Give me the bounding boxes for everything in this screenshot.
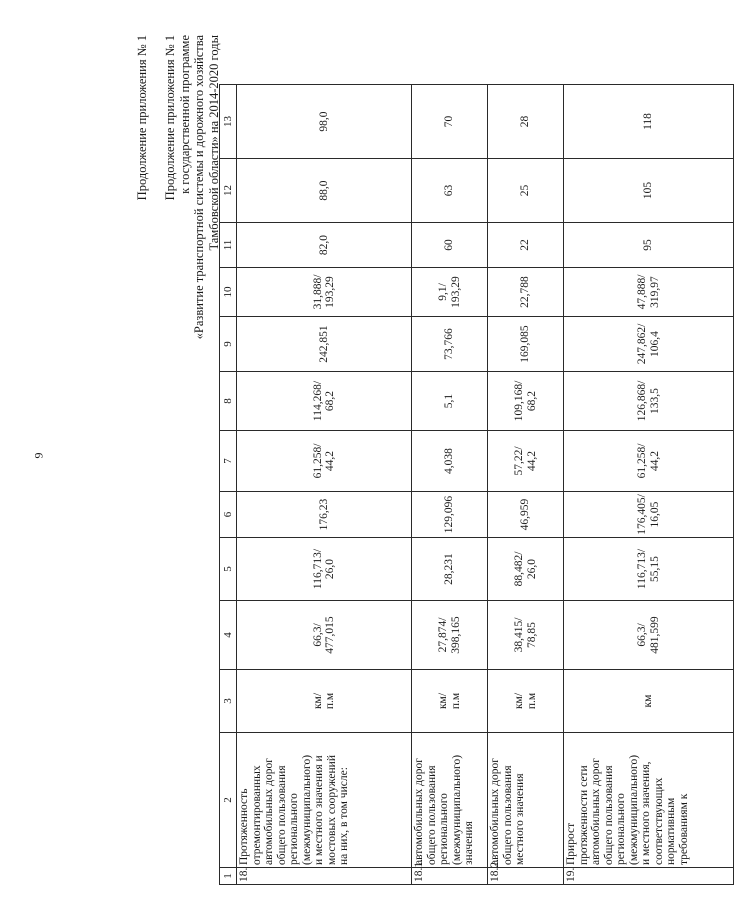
column-number: 11	[220, 223, 237, 268]
unit-cell-line: км	[642, 694, 655, 708]
value-cell	[564, 492, 734, 538]
value-cell-line: 129,096	[443, 495, 456, 534]
value-cell	[488, 268, 564, 317]
indicator-name-line: Протяженность	[238, 788, 250, 865]
indicator-name-line: мостовых сооружений	[325, 755, 338, 865]
value-cell-line: 126,868/	[636, 380, 648, 422]
value-cell-line: 98,0	[317, 111, 330, 132]
value-cell-line: 63	[443, 184, 456, 197]
value-cell	[488, 538, 564, 601]
value-cell-line: 242,851	[317, 325, 330, 363]
row-number: 18.	[237, 868, 412, 885]
value-cell	[488, 85, 564, 159]
unit-cell-line: км/	[311, 692, 324, 710]
value-cell	[237, 159, 412, 223]
unit-cell-line: км/	[513, 692, 525, 710]
value-cell	[237, 492, 412, 538]
value-cell	[488, 159, 564, 223]
indicator-name-line: общего пользования	[275, 765, 288, 865]
column-number-row	[220, 85, 237, 885]
value-cell-line: 44,2	[324, 450, 336, 472]
value-cell	[488, 492, 564, 538]
table-row	[237, 85, 412, 885]
indicator-name-line: и местного значения,	[640, 761, 652, 865]
value-cell	[237, 538, 412, 601]
value-cell-line: 70	[443, 115, 456, 128]
value-cell-line: 193,29	[324, 276, 336, 308]
value-cell-line: 57,22/	[513, 446, 525, 476]
indicator-name-line: отремонтированных	[250, 765, 263, 865]
value-cell	[564, 431, 734, 492]
value-cell	[412, 538, 488, 601]
indicator-name-line: автомобильных дорог	[590, 758, 602, 865]
column-number: 4	[220, 601, 237, 670]
value-cell-line: 95	[642, 239, 655, 251]
value-cell	[564, 601, 734, 670]
unit-cell	[564, 670, 734, 733]
value-cell-line: 46,959	[519, 498, 532, 531]
value-cell	[237, 317, 412, 372]
value-cell-line: 61,258/	[311, 443, 324, 479]
value-cell-line: 106,4	[648, 331, 661, 357]
page-number: 9	[31, 452, 46, 459]
value-cell-line: 319,97	[648, 276, 661, 308]
value-cell	[412, 372, 488, 431]
program-heading	[163, 35, 221, 339]
value-cell-line: 116,713/	[636, 548, 648, 590]
value-cell	[412, 601, 488, 670]
value-cell-line: 31,888/	[311, 274, 324, 310]
value-cell-line: 22,788	[519, 276, 532, 308]
value-cell-line: 25	[519, 184, 532, 197]
indicator-name-line: значения	[463, 821, 475, 865]
value-cell-line: 4,038	[443, 448, 456, 474]
value-cell-line: 247,862/	[636, 323, 648, 365]
value-cell-line: 28	[519, 115, 532, 128]
value-cell	[412, 431, 488, 492]
indicator-name-line: регионального	[615, 793, 627, 865]
column-number: 10	[220, 268, 237, 317]
indicator-name	[564, 733, 734, 868]
indicator-name-line: общего пользования	[425, 765, 438, 865]
value-cell	[237, 601, 412, 670]
indicator-name	[488, 733, 564, 868]
value-cell-line: 169,085	[519, 325, 532, 363]
column-number: 9	[220, 317, 237, 372]
value-cell-line: 73,766	[443, 328, 456, 360]
value-cell-line: 88,482/	[513, 551, 525, 587]
value-cell-line: 22	[519, 239, 532, 251]
indicator-name-line: общего пользования	[602, 765, 615, 865]
value-cell-line: 60	[443, 239, 456, 251]
value-cell	[564, 317, 734, 372]
column-number: 7	[220, 431, 237, 492]
unit-cell	[412, 670, 488, 733]
value-cell	[488, 223, 564, 268]
value-cell-line: 118	[642, 113, 655, 130]
value-cell	[564, 85, 734, 159]
program-heading-line: к государственной программе	[177, 35, 192, 194]
column-number: 6	[220, 492, 237, 538]
row-number: 18.1.	[412, 868, 488, 885]
value-cell	[564, 372, 734, 431]
unit-cell	[488, 670, 564, 733]
value-cell-line: 9,1/	[437, 283, 449, 301]
value-cell-line: 5,1	[443, 393, 456, 409]
indicator-name	[237, 733, 412, 868]
value-cell	[488, 317, 564, 372]
column-number: 8	[220, 372, 237, 431]
indicator-name-line: (межмуниципального)	[627, 754, 640, 865]
value-cell-line: 27,874/	[437, 617, 449, 653]
column-number: 5	[220, 538, 237, 601]
value-cell	[564, 223, 734, 268]
table-row	[488, 85, 564, 885]
table-row	[412, 85, 488, 885]
value-cell-line: 66,3/	[311, 623, 324, 647]
program-heading-line: Продолжение приложения № 1	[163, 35, 177, 201]
column-number: 1	[220, 868, 237, 885]
indicator-name-line: автомобильных дорог	[413, 758, 425, 865]
value-cell	[412, 268, 488, 317]
column-number: 13	[220, 85, 237, 159]
value-cell-line: 176,23	[317, 498, 330, 531]
indicator-name-line: нормативным	[665, 797, 677, 865]
column-number: 3	[220, 670, 237, 733]
value-cell	[412, 159, 488, 223]
indicator-name	[412, 733, 488, 868]
value-cell-line: 26,0	[525, 558, 538, 580]
indicator-name-line: Прирост	[565, 822, 577, 865]
value-cell-line: 176,405/	[636, 494, 648, 535]
unit-cell-line: п.м	[525, 692, 538, 710]
indicator-name-line: соответствующих	[652, 777, 665, 865]
indicator-name-line: (межмуниципального)	[300, 754, 313, 865]
value-cell	[488, 431, 564, 492]
row-number: 18.2.	[488, 868, 564, 885]
value-cell-line: 477,015	[324, 616, 336, 654]
continuation-label: Продолжение приложения № 1	[135, 35, 149, 201]
indicator-name-line: автомобильных дорог	[489, 758, 501, 865]
value-cell	[488, 372, 564, 431]
value-cell-line: 105	[642, 181, 655, 200]
value-cell	[237, 223, 412, 268]
value-cell-line: 116,713/	[311, 548, 324, 590]
indicator-name-line: регионального	[438, 793, 450, 865]
value-cell	[564, 159, 734, 223]
row-number: 19.	[564, 868, 734, 885]
indicator-name-line: автомобильных дорог	[263, 758, 275, 865]
table-row	[564, 85, 734, 885]
value-cell-line: 193,29	[449, 276, 462, 308]
indicator-name-line: протяженности сети	[577, 765, 590, 865]
value-cell-line: 26,0	[324, 558, 336, 580]
value-cell	[488, 601, 564, 670]
value-cell-line: 88,0	[317, 180, 330, 201]
value-cell-line: 16,05	[648, 501, 661, 528]
unit-cell	[237, 670, 412, 733]
indicator-name-line: и местного значения и	[313, 755, 325, 865]
unit-cell-line: п.м	[324, 692, 336, 710]
value-cell-line: 55,15	[648, 556, 661, 582]
value-cell-line: 78,85	[525, 622, 538, 648]
value-cell	[237, 268, 412, 317]
value-cell	[412, 492, 488, 538]
value-cell-line: 38,415/	[513, 617, 525, 653]
value-cell-line: 28,231	[443, 553, 456, 585]
rotated-page-content	[135, 35, 690, 885]
indicator-name-line: местного значения	[514, 773, 526, 865]
value-cell-line: 68,2	[324, 390, 336, 412]
value-cell-line: 114,268/	[311, 380, 324, 422]
value-cell-line: 82,0	[317, 234, 330, 256]
column-number: 12	[220, 159, 237, 223]
value-cell-line: 61,258/	[636, 443, 648, 479]
value-cell	[564, 538, 734, 601]
value-cell-line: 481,599	[648, 616, 661, 654]
indicator-name-line: регионального	[288, 793, 300, 865]
program-heading-line: «Развитие транспортной системы и дорожного хозяйства	[192, 35, 206, 340]
value-cell-line: 398,165	[449, 616, 462, 654]
value-cell-line: 133,5	[648, 388, 661, 414]
program-heading-line: Тамбовской области» на 2014-2020 годы	[206, 35, 221, 251]
value-cell	[412, 317, 488, 372]
unit-cell-line: км/	[437, 692, 449, 710]
value-cell-line: 68,2	[525, 390, 538, 412]
indicator-name-line: общего пользования	[501, 765, 514, 865]
value-cell	[412, 223, 488, 268]
indicator-name-line: требованиям к	[677, 793, 690, 865]
indicator-name-line: на них, в том числе:	[338, 767, 350, 865]
unit-cell-line: п.м	[449, 692, 462, 710]
value-cell	[412, 85, 488, 159]
indicator-name-line: (межмуниципального)	[450, 754, 463, 865]
value-cell-line: 47,888/	[636, 274, 648, 310]
value-cell-line: 109,168/	[513, 380, 525, 422]
value-cell-line: 44,2	[525, 450, 538, 472]
value-cell-line: 44,2	[648, 450, 661, 472]
value-cell	[564, 268, 734, 317]
indicators-table	[219, 84, 734, 885]
value-cell-line: 66,3/	[636, 623, 648, 647]
value-cell	[237, 85, 412, 159]
column-number: 2	[220, 733, 237, 868]
value-cell	[237, 431, 412, 492]
value-cell	[237, 372, 412, 431]
